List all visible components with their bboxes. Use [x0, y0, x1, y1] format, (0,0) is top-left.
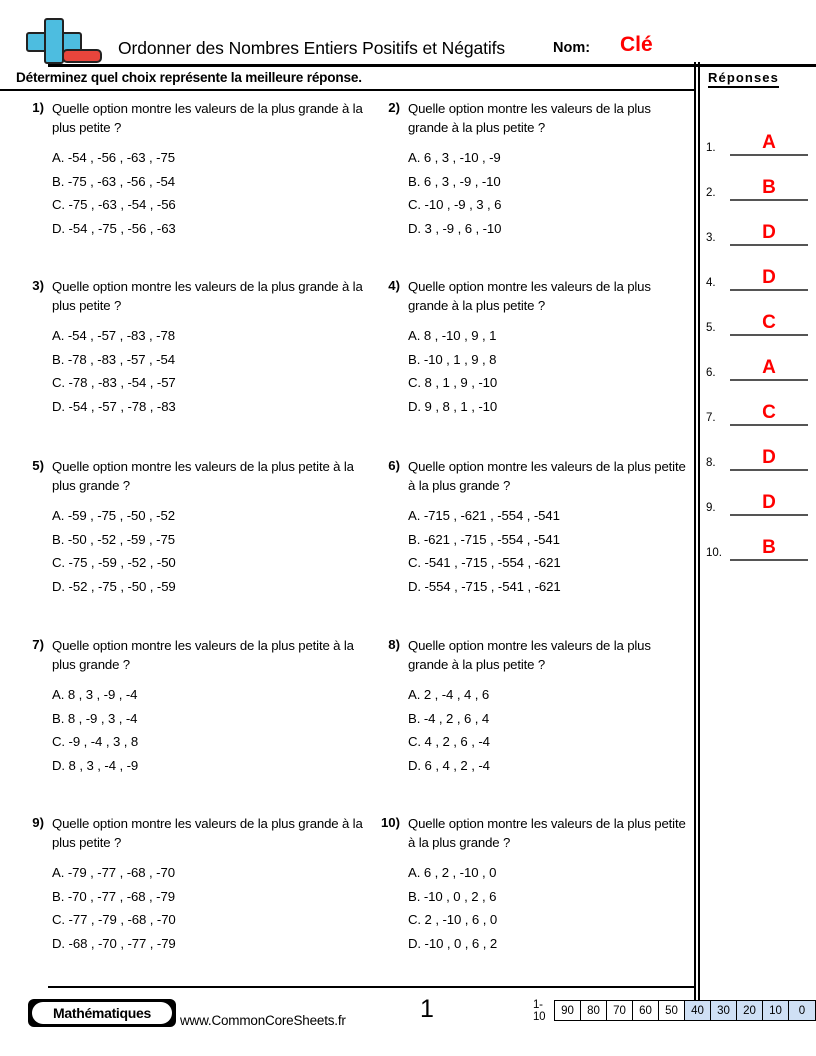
scale-cell: 30: [711, 1001, 737, 1020]
option-a[interactable]: A. 8 , -10 , 9 , 1: [408, 328, 497, 343]
option-d[interactable]: D. 8 , 3 , -4 , -9: [52, 757, 139, 773]
question-text: Quelle option montre les valeurs de la plus petite à la plus grande ?: [408, 459, 686, 493]
question-number: 7): [32, 637, 44, 652]
question-number: 9): [32, 815, 44, 830]
question-item: [370, 100, 690, 240]
answer-value: A: [762, 357, 776, 378]
option-b[interactable]: B. -50 , -52 , -59 , -75: [52, 531, 175, 547]
question-number: 8): [388, 637, 400, 652]
question-text: Quelle option montre les valeurs de la plus petite à la plus grande ?: [52, 459, 354, 493]
option-b[interactable]: B. -75 , -63 , -56 , -54: [52, 173, 175, 189]
question-options: [52, 324, 366, 418]
option-d[interactable]: D. -54 , -57 , -78 , -83: [52, 398, 176, 414]
question-text: Quelle option montre les valeurs de la plus grande à la plus petite ?: [408, 101, 651, 135]
question-options: [408, 504, 690, 598]
instructions-text: Déterminez quel choix représente la meilleure réponse.: [16, 70, 362, 85]
question-options: [408, 146, 690, 240]
option-d[interactable]: D. -10 , 0 , 6 , 2: [408, 935, 498, 951]
scale-cell: 50: [659, 1001, 685, 1020]
scale-cell: 90: [555, 1001, 581, 1020]
question-options: [52, 146, 366, 240]
scale-cell: 20: [737, 1001, 763, 1020]
answer-number: 4.: [706, 277, 716, 289]
question-text: Quelle option montre les valeurs de la plus petite à la plus grande ?: [408, 816, 686, 850]
grading-scale-cells: [554, 1000, 816, 1021]
question-options: [408, 683, 690, 777]
option-d[interactable]: D. -54 , -75 , -56 , -63: [52, 220, 176, 236]
answer-line: [730, 379, 808, 381]
answer-number: 1.: [706, 142, 716, 154]
answer-row[interactable]: [706, 427, 812, 471]
option-c[interactable]: C. -75 , -63 , -54 , -56: [52, 197, 176, 212]
answer-line: [730, 424, 808, 426]
option-b[interactable]: B. -70 , -77 , -68 , -79: [52, 888, 175, 904]
question-options: [52, 861, 366, 955]
answer-line: [730, 244, 808, 246]
instructions-rule: [0, 89, 694, 91]
option-c[interactable]: C. -9 , -4 , 3 , 8: [52, 734, 139, 749]
answer-line: [730, 199, 808, 201]
option-b[interactable]: B. -621 , -715 , -554 , -541: [408, 531, 560, 547]
question-text: Quelle option montre les valeurs de la plus petite à la plus grande ?: [52, 638, 354, 672]
option-c[interactable]: C. 4 , 2 , 6 , -4: [408, 734, 490, 749]
answer-row[interactable]: [706, 472, 812, 516]
option-a[interactable]: A. -54 , -56 , -63 , -75: [52, 150, 175, 165]
question-number: 1): [32, 100, 44, 115]
answer-line: [730, 289, 808, 291]
answer-number: 5.: [706, 322, 716, 334]
option-a[interactable]: A. -79 , -77 , -68 , -70: [52, 865, 175, 880]
question-options: [52, 683, 366, 777]
question-options: [408, 324, 690, 418]
answer-row[interactable]: [706, 292, 812, 336]
question-item: [370, 637, 690, 777]
question-text: Quelle option montre les valeurs de la plus grande à la plus petite ?: [408, 279, 651, 313]
option-a[interactable]: A. 8 , 3 , -9 , -4: [52, 687, 138, 702]
option-a[interactable]: A. -59 , -75 , -50 , -52: [52, 508, 175, 523]
question-item: [14, 637, 366, 777]
scale-cell: 60: [633, 1001, 659, 1020]
scale-cell: 10: [763, 1001, 789, 1020]
answer-value: C: [762, 402, 776, 423]
scale-cell: 0: [789, 1001, 815, 1020]
answer-number: 8.: [706, 457, 716, 469]
page-number: 1: [420, 995, 434, 1023]
question-text: Quelle option montre les valeurs de la plus grande à la plus petite ?: [408, 638, 651, 672]
question-options: [408, 861, 690, 955]
answer-line: [730, 334, 808, 336]
grading-scale: [533, 1000, 816, 1021]
option-d[interactable]: D. 3 , -9 , 6 , -10: [408, 220, 502, 236]
footer-rule: [48, 986, 694, 988]
answer-value: D: [762, 447, 776, 468]
option-d[interactable]: D. -68 , -70 , -77 , -79: [52, 935, 176, 951]
question-item: [370, 278, 690, 418]
option-d[interactable]: D. -52 , -75 , -50 , -59: [52, 578, 176, 594]
option-d[interactable]: D. -554 , -715 , -541 , -621: [408, 578, 561, 594]
answer-number: 6.: [706, 367, 716, 379]
option-b[interactable]: B. 6 , 3 , -9 , -10: [408, 173, 501, 189]
option-b[interactable]: B. -4 , 2 , 6 , 4: [408, 710, 490, 726]
answers-panel-title: Réponses: [708, 70, 779, 88]
answer-value: D: [762, 492, 776, 513]
question-number: 6): [388, 458, 400, 473]
question-number: 2): [388, 100, 400, 115]
answer-line: [730, 559, 808, 561]
page-title: Ordonner des Nombres Entiers Positifs et Négatifs: [118, 38, 506, 58]
answer-value: B: [762, 177, 776, 198]
answer-row[interactable]: [706, 247, 812, 291]
question-options: [52, 504, 366, 598]
question-item: [370, 458, 690, 598]
answer-number: 10.: [706, 547, 722, 559]
answer-value: C: [762, 312, 776, 333]
option-c[interactable]: C. -75 , -59 , -52 , -50: [52, 555, 176, 570]
brand-badge: [28, 999, 176, 1027]
option-c[interactable]: C. 8 , 1 , 9 , -10: [408, 375, 498, 390]
answer-line: [730, 154, 808, 156]
name-label: Nom:: [553, 40, 591, 56]
option-b[interactable]: B. -10 , 1 , 9 , 8: [408, 351, 497, 367]
question-item: [370, 815, 690, 955]
answer-value: A: [762, 132, 776, 153]
plus-minus-icon: [16, 16, 108, 68]
option-c[interactable]: C. -10 , -9 , 3 , 6: [408, 197, 502, 212]
question-item: [14, 278, 366, 418]
answer-row[interactable]: [706, 517, 812, 561]
question-number: 4): [388, 278, 400, 293]
question-text: Quelle option montre les valeurs de la plus grande à la plus petite ?: [52, 816, 363, 850]
option-a[interactable]: A. 2 , -4 , 4 , 6: [408, 687, 490, 702]
answer-value: D: [762, 222, 776, 243]
question-item: [14, 458, 366, 598]
question-item: [14, 815, 366, 955]
answer-row[interactable]: [706, 337, 812, 381]
question-text: Quelle option montre les valeurs de la plus grande à la plus petite ?: [52, 101, 363, 135]
answer-row[interactable]: [706, 112, 812, 156]
question-text: Quelle option montre les valeurs de la plus grande à la plus petite ?: [52, 279, 363, 313]
brand-label: Mathématiques: [32, 1002, 172, 1024]
answer-number: 7.: [706, 412, 716, 424]
answer-line: [730, 469, 808, 471]
option-b[interactable]: B. -10 , 0 , 2 , 6: [408, 888, 497, 904]
answer-row[interactable]: [706, 157, 812, 201]
answer-line: [730, 514, 808, 516]
answer-row[interactable]: [706, 382, 812, 426]
answer-value: B: [762, 537, 776, 558]
option-a[interactable]: A. -715 , -621 , -554 , -541: [408, 508, 560, 523]
option-a[interactable]: A. 6 , 3 , -10 , -9: [408, 150, 501, 165]
question-number: 3): [32, 278, 44, 293]
option-a[interactable]: A. -54 , -57 , -83 , -78: [52, 328, 175, 343]
option-d[interactable]: D. 9 , 8 , 1 , -10: [408, 398, 498, 414]
scale-cell: 40: [685, 1001, 711, 1020]
answers-panel: [700, 62, 816, 562]
question-item: [14, 100, 366, 240]
option-c[interactable]: C. -78 , -83 , -54 , -57: [52, 375, 176, 390]
option-a[interactable]: A. 6 , 2 , -10 , 0: [408, 865, 497, 880]
option-d[interactable]: D. 6 , 4 , 2 , -4: [408, 757, 490, 773]
option-c[interactable]: C. -77 , -79 , -68 , -70: [52, 912, 176, 927]
grading-scale-label: 1-10: [533, 998, 546, 1023]
option-c[interactable]: C. -541 , -715 , -554 , -621: [408, 555, 561, 570]
question-number: 5): [32, 458, 44, 473]
option-b[interactable]: B. -78 , -83 , -57 , -54: [52, 351, 175, 367]
scale-cell: 80: [581, 1001, 607, 1020]
answer-row[interactable]: [706, 202, 812, 246]
answer-number: 9.: [706, 502, 716, 514]
option-b[interactable]: B. 8 , -9 , 3 , -4: [52, 710, 138, 726]
name-value: Clé: [620, 33, 653, 56]
scale-cell: 70: [607, 1001, 633, 1020]
answer-number: 2.: [706, 187, 716, 199]
option-c[interactable]: C. 2 , -10 , 6 , 0: [408, 912, 498, 927]
answer-value: D: [762, 267, 776, 288]
answer-number: 3.: [706, 232, 716, 244]
website-url: www.CommonCoreSheets.fr: [180, 1013, 346, 1028]
question-number: 10): [380, 815, 400, 830]
